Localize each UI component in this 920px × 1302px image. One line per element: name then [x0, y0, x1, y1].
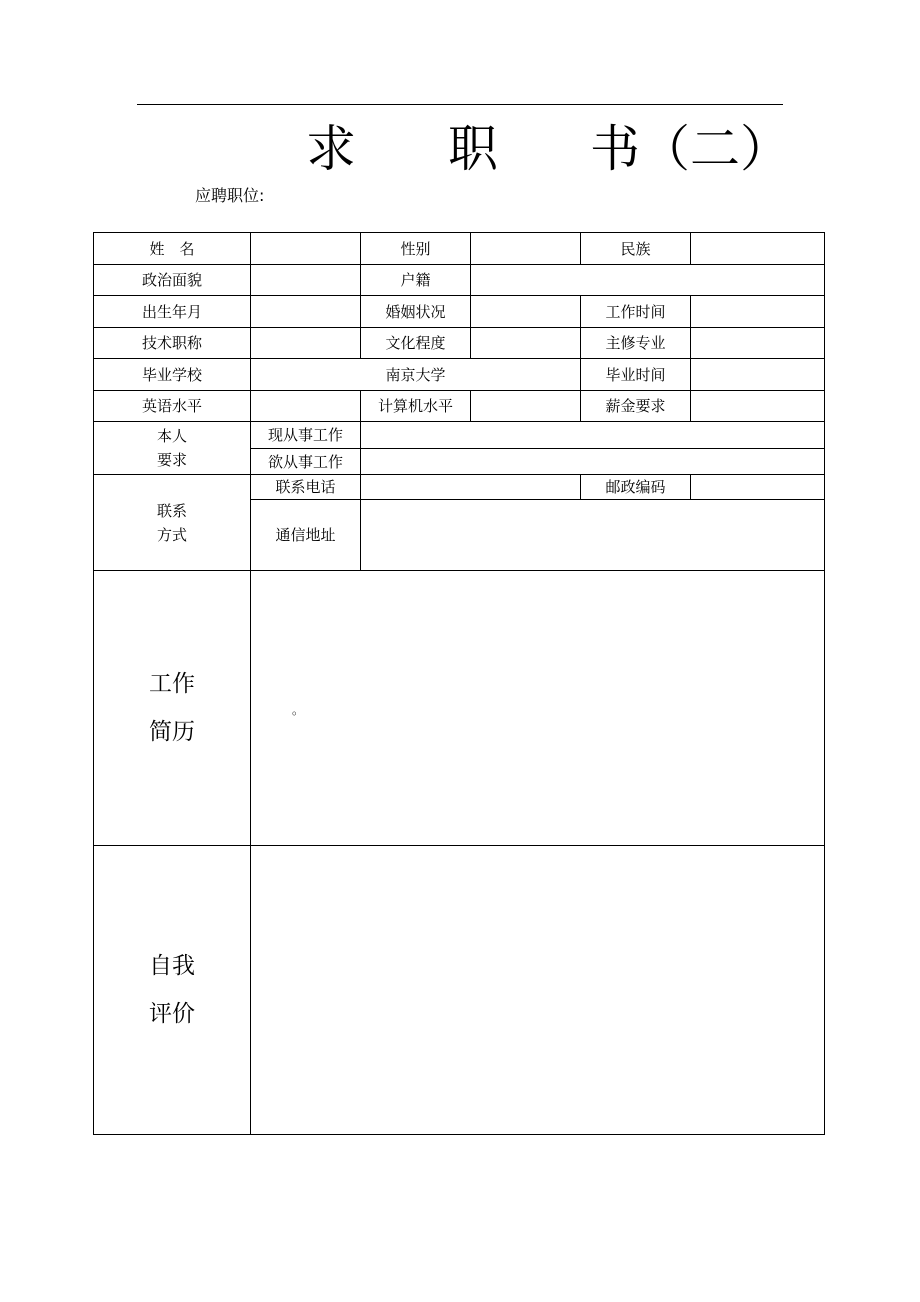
birth-date-field[interactable]	[251, 296, 361, 328]
marital-status-field[interactable]	[471, 296, 581, 328]
political-status-field[interactable]	[251, 265, 361, 296]
marital-status-label: 婚姻状况	[361, 296, 471, 328]
header-rule	[137, 104, 783, 105]
gender-label: 性别	[361, 233, 471, 265]
desired-job-field[interactable]	[361, 449, 825, 475]
school-label: 毕业学校	[94, 359, 251, 391]
self-evaluation-label-line-2: 评价	[149, 1001, 195, 1027]
work-history-label-line-2: 简历	[149, 719, 195, 745]
ethnicity-field[interactable]	[691, 233, 825, 265]
postcode-field[interactable]	[691, 475, 825, 500]
computer-level-field[interactable]	[471, 391, 581, 422]
work-start-label: 工作时间	[581, 296, 691, 328]
current-job-label: 现从事工作	[251, 422, 361, 449]
self-evaluation-label-line-1: 自我	[149, 953, 195, 979]
requirements-label-line-1: 本人	[156, 427, 187, 445]
address-field[interactable]	[361, 500, 825, 571]
household-field[interactable]	[471, 265, 825, 296]
name-label: 姓 名	[94, 233, 251, 265]
work-history-mark: 。	[292, 703, 305, 717]
technical-title-label: 技术职称	[94, 328, 251, 359]
self-evaluation-field[interactable]	[251, 846, 825, 1135]
current-job-field[interactable]	[361, 422, 825, 449]
desired-job-label: 欲从事工作	[251, 449, 361, 475]
doc-title-part-3: 书（二）	[590, 120, 790, 178]
requirements-label-line-2: 要求	[156, 451, 187, 469]
english-level-field[interactable]	[251, 391, 361, 422]
work-history-label-line-1: 工作	[149, 671, 195, 697]
school-field[interactable]: 南京大学	[251, 359, 581, 391]
birth-date-label: 出生年月	[94, 296, 251, 328]
phone-field[interactable]	[361, 475, 581, 500]
self-evaluation-label	[94, 846, 251, 1135]
graduation-time-field[interactable]	[691, 359, 825, 391]
graduation-time-label: 毕业时间	[581, 359, 691, 391]
major-label: 主修专业	[581, 328, 691, 359]
computer-level-label: 计算机水平	[361, 391, 471, 422]
doc-title-part-2: 职	[448, 120, 498, 178]
application-form-table	[93, 232, 825, 1135]
gender-field[interactable]	[471, 233, 581, 265]
education-label: 文化程度	[361, 328, 471, 359]
work-start-field[interactable]	[691, 296, 825, 328]
contact-label-line-1: 联系	[156, 501, 187, 520]
phone-label: 联系电话	[251, 475, 361, 500]
requirements-label	[94, 422, 251, 475]
salary-label: 薪金要求	[581, 391, 691, 422]
doc-title-part-1: 求	[306, 120, 356, 178]
technical-title-field[interactable]	[251, 328, 361, 359]
contact-label-line-2: 方式	[156, 525, 187, 544]
english-level-label: 英语水平	[94, 391, 251, 422]
contact-label	[94, 475, 251, 571]
work-history-field[interactable]	[251, 571, 825, 846]
name-field[interactable]	[251, 233, 361, 265]
political-status-label: 政治面貌	[94, 265, 251, 296]
education-field[interactable]	[471, 328, 581, 359]
salary-field[interactable]	[691, 391, 825, 422]
postcode-label: 邮政编码	[581, 475, 691, 500]
major-field[interactable]	[691, 328, 825, 359]
ethnicity-label: 民族	[581, 233, 691, 265]
work-history-label	[94, 571, 251, 846]
address-label: 通信地址	[251, 500, 361, 571]
household-label: 户籍	[361, 265, 471, 296]
position-applied-label: 应聘职位:	[195, 186, 265, 205]
